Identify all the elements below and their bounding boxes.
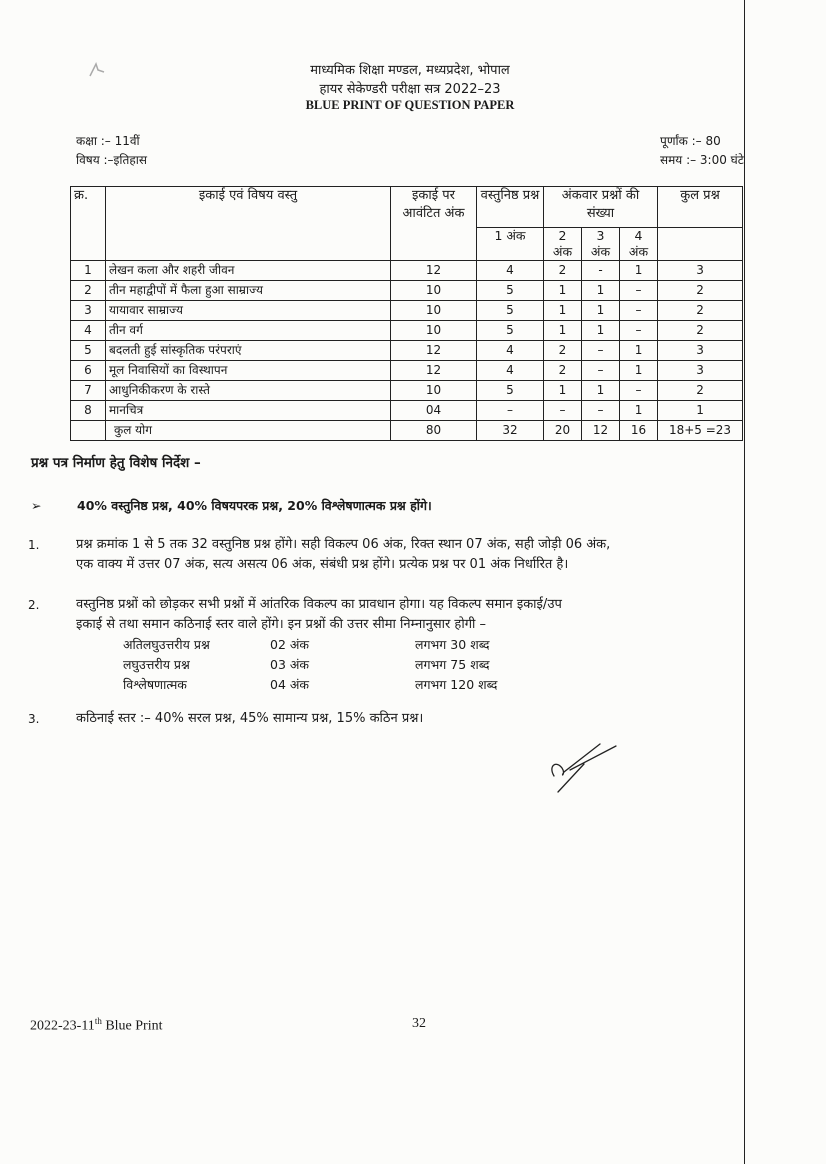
cell-sno: 5 bbox=[71, 341, 106, 361]
cell-sno: 4 bbox=[71, 321, 106, 341]
cell-marks: 12 bbox=[391, 341, 477, 361]
col-header-objective: वस्तुनिष्ठ प्रश्न bbox=[477, 187, 544, 228]
cell-sno-blank bbox=[71, 421, 106, 441]
cell-total-label: कुल योग bbox=[106, 421, 391, 441]
cell-4-mark: 1 bbox=[620, 261, 658, 281]
cell-4-mark: – bbox=[620, 381, 658, 401]
cell-objective: 4 bbox=[477, 341, 544, 361]
instructions-title: प्रश्न पत्र निर्माण हेतु विशेष निर्देश – bbox=[31, 455, 201, 471]
cell-objective: 4 bbox=[477, 261, 544, 281]
exam-session: हायर सेकेण्डरी परीक्षा सत्र 2022–23 bbox=[319, 82, 501, 97]
footer-year: 2022-23-11 bbox=[30, 1018, 95, 1034]
item-number: 3. bbox=[28, 712, 40, 726]
cell-sno: 8 bbox=[71, 401, 106, 421]
bullet-point bbox=[31, 497, 432, 514]
cell-marks: 10 bbox=[391, 381, 477, 401]
cell-unit: तीन वर्ग bbox=[106, 321, 391, 341]
word-limit-type: लघुउत्तरीय प्रश्न bbox=[123, 657, 190, 672]
cell-2-mark: 2 bbox=[544, 261, 582, 281]
cell-sno: 6 bbox=[71, 361, 106, 381]
cell-marks: 10 bbox=[391, 321, 477, 341]
instruction-1 bbox=[76, 535, 766, 575]
cell-4-mark: 1 bbox=[620, 341, 658, 361]
time-label: समय :– 3:00 घंटे bbox=[660, 153, 744, 167]
cell-total: 2 bbox=[658, 281, 743, 301]
instruction-2 bbox=[76, 595, 766, 635]
cell-3-mark: 1 bbox=[582, 321, 620, 341]
cell-total: 3 bbox=[658, 361, 743, 381]
cell-marks: 10 bbox=[391, 281, 477, 301]
cell-objective: 5 bbox=[477, 321, 544, 341]
footer-title: Blue Print bbox=[101, 1018, 163, 1034]
cell-2-mark: 1 bbox=[544, 381, 582, 401]
instruction-line: इकाई से तथा समान कठिनाई स्तर वाले होंगे। इन प्रश्नों की उत्तर सीमा निम्नानुसार होगी – bbox=[76, 617, 487, 632]
emblem-mark bbox=[86, 58, 108, 80]
word-limit-marks: 03 अंक bbox=[270, 657, 310, 672]
col-header-total-blank bbox=[658, 228, 743, 261]
table-row bbox=[71, 361, 743, 381]
cell-unit: बदलती हुई सांस्कृतिक परंपराएं bbox=[106, 341, 391, 361]
footer-label bbox=[30, 1016, 163, 1035]
cell-2-mark: 1 bbox=[544, 321, 582, 341]
cell-objective: – bbox=[477, 401, 544, 421]
page-edge-line bbox=[744, 0, 745, 1164]
cell-marks: 04 bbox=[391, 401, 477, 421]
page-number: 32 bbox=[412, 1016, 426, 1031]
cell-objective: 5 bbox=[477, 281, 544, 301]
arrow-bullet-icon: ➢ bbox=[31, 498, 42, 513]
cell-2-mark: 1 bbox=[544, 301, 582, 321]
cell-4-mark: – bbox=[620, 321, 658, 341]
instruction-3 bbox=[76, 709, 766, 729]
instruction-line: वस्तुनिष्ठ प्रश्नों को छोड़कर सभी प्रश्नों में आंतरिक विकल्प का प्रावधान होगा। यह विकल्प समान इकाई/उप bbox=[76, 597, 562, 612]
cell-grand-total: 18+5 =23 bbox=[658, 421, 743, 441]
cell-total: 3 bbox=[658, 341, 743, 361]
table-row bbox=[71, 261, 743, 281]
instruction-line: एक वाक्य में उत्तर 07 अंक, सत्य असत्य 06 अंक, संबंधी प्रश्न होंगे। प्रत्येक प्रश्न पर 01 अंक निर्धारित है। bbox=[76, 557, 569, 572]
cell-2-mark: 2 bbox=[544, 341, 582, 361]
col-header-4-mark: 4 अंक bbox=[620, 228, 658, 261]
col-header-unit: इकाई एवं विषय वस्तु bbox=[106, 187, 391, 261]
table-row bbox=[71, 281, 743, 301]
word-limit-type: अतिलघुउत्तरीय प्रश्न bbox=[123, 637, 210, 652]
cell-unit: मूल निवासियों का विस्थापन bbox=[106, 361, 391, 381]
table-row bbox=[71, 321, 743, 341]
cell-objective: 5 bbox=[477, 381, 544, 401]
cell-3-mark: – bbox=[582, 401, 620, 421]
cell-4-mark: 1 bbox=[620, 361, 658, 381]
footer-sup: th bbox=[94, 1016, 102, 1026]
cell-3-mark: 1 bbox=[582, 281, 620, 301]
cell-objective: 4 bbox=[477, 361, 544, 381]
cell-total: 2 bbox=[658, 381, 743, 401]
cell-unit: मानचित्र bbox=[106, 401, 391, 421]
col-header-sno: क्र. bbox=[71, 187, 106, 261]
table-row bbox=[71, 341, 743, 361]
item-number: 2. bbox=[28, 598, 40, 612]
document-title: BLUE PRINT OF QUESTION PAPER bbox=[305, 98, 515, 112]
cell-3-mark: – bbox=[582, 361, 620, 381]
cell-objective: 5 bbox=[477, 301, 544, 321]
table-row bbox=[71, 381, 743, 401]
cell-3-mark: - bbox=[582, 261, 620, 281]
word-limit-type: विश्लेषणात्मक bbox=[123, 677, 187, 692]
cell-sno: 7 bbox=[71, 381, 106, 401]
class-label: कक्षा :– 11वीं bbox=[76, 134, 140, 148]
cell-2-mark: 2 bbox=[544, 361, 582, 381]
cell-3-mark: 1 bbox=[582, 381, 620, 401]
cell-sno: 3 bbox=[71, 301, 106, 321]
cell-4-mark: – bbox=[620, 281, 658, 301]
table-row bbox=[71, 301, 743, 321]
cell-4-mark: – bbox=[620, 301, 658, 321]
cell-total-4-mark: 16 bbox=[620, 421, 658, 441]
cell-marks: 12 bbox=[391, 261, 477, 281]
total-row bbox=[71, 421, 743, 441]
cell-3-mark: – bbox=[582, 341, 620, 361]
word-limit-marks: 02 अंक bbox=[270, 637, 310, 652]
col-header-2-mark: 2 अंक bbox=[544, 228, 582, 261]
board-name: माध्यमिक शिक्षा मण्डल, मध्यप्रदेश, भोपाल bbox=[310, 63, 510, 78]
blueprint-table bbox=[70, 186, 743, 441]
col-header-1-mark: 1 अंक bbox=[477, 228, 544, 261]
cell-sno: 1 bbox=[71, 261, 106, 281]
cell-unit: यायावार साम्राज्य bbox=[106, 301, 391, 321]
table-row bbox=[71, 401, 743, 421]
cell-3-mark: 1 bbox=[582, 301, 620, 321]
instruction-line: कठिनाई स्तर :– 40% सरल प्रश्न, 45% सामान्य प्रश्न, 15% कठिन प्रश्न। bbox=[76, 711, 424, 726]
cell-marks: 10 bbox=[391, 301, 477, 321]
cell-sno: 2 bbox=[71, 281, 106, 301]
col-header-total: कुल प्रश्न bbox=[658, 187, 743, 228]
cell-2-mark: 1 bbox=[544, 281, 582, 301]
cell-total-objective: 32 bbox=[477, 421, 544, 441]
subject-label: विषय :–इतिहास bbox=[76, 153, 147, 167]
col-header-3-mark: 3 अंक bbox=[582, 228, 620, 261]
word-limit-marks: 04 अंक bbox=[270, 677, 310, 692]
instruction-line: प्रश्न क्रमांक 1 से 5 तक 32 वस्तुनिष्ठ प्रश्न होंगे। सही विकल्प 06 अंक, रिक्त स्थान 07 अंक, सही जोड़ी 06 अंक, bbox=[76, 537, 611, 552]
bullet-text: 40% वस्तुनिष्ठ प्रश्न, 40% विषयपरक प्रश्न, 20% विश्लेषणात्मक प्रश्न होंगे। bbox=[77, 498, 432, 513]
total-marks-label: पूर्णांक :– 80 bbox=[660, 134, 721, 148]
item-number: 1. bbox=[28, 538, 40, 552]
word-limit-words: लगभग 30 शब्द bbox=[415, 637, 490, 652]
cell-total: 1 bbox=[658, 401, 743, 421]
cell-marks: 12 bbox=[391, 361, 477, 381]
col-header-allotted-marks: इकाई पर आवंटित अंक bbox=[391, 187, 477, 261]
cell-total: 2 bbox=[658, 321, 743, 341]
signature bbox=[540, 736, 630, 798]
cell-total-3-mark: 12 bbox=[582, 421, 620, 441]
word-limit-words: लगभग 120 शब्द bbox=[415, 677, 498, 692]
cell-2-mark: – bbox=[544, 401, 582, 421]
cell-4-mark: 1 bbox=[620, 401, 658, 421]
col-header-markwise: अंकवार प्रश्नों की संख्या bbox=[544, 187, 658, 228]
cell-unit: तीन महाद्वीपों में फैला हुआ साम्राज्य bbox=[106, 281, 391, 301]
cell-total-2-mark: 20 bbox=[544, 421, 582, 441]
cell-unit: लेखन कला और शहरी जीवन bbox=[106, 261, 391, 281]
cell-total: 3 bbox=[658, 261, 743, 281]
word-limit-words: लगभग 75 शब्द bbox=[415, 657, 490, 672]
cell-total: 2 bbox=[658, 301, 743, 321]
cell-unit: आधुनिकीकरण के रास्ते bbox=[106, 381, 391, 401]
cell-total-marks: 80 bbox=[391, 421, 477, 441]
